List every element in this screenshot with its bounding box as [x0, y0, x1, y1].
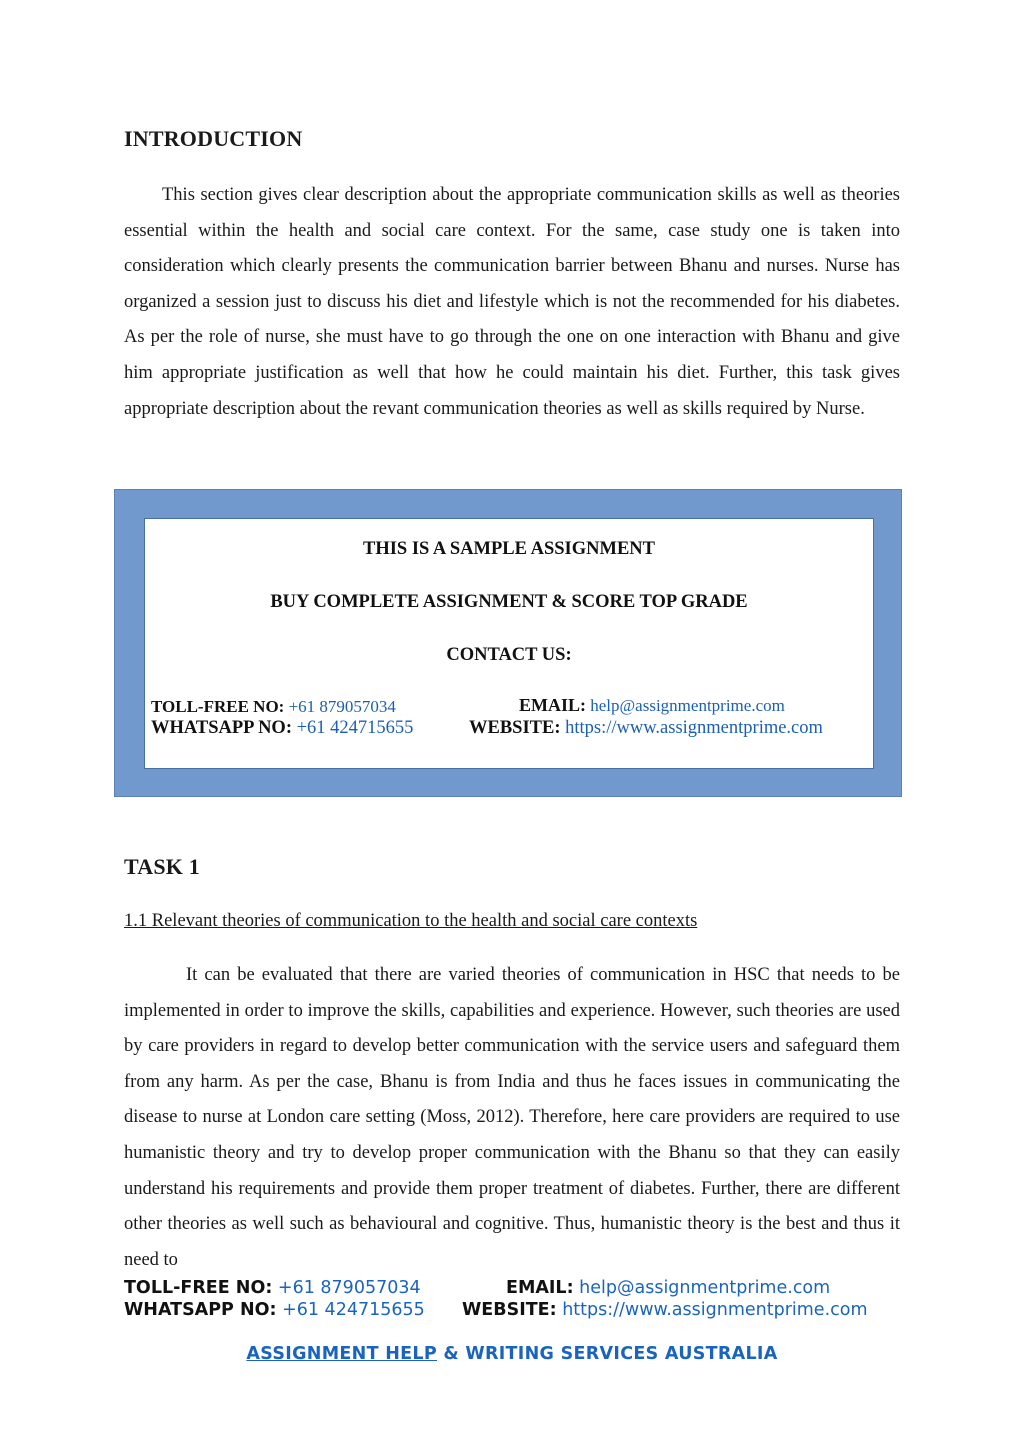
banner-website-link[interactable]: https://www.assignmentprime.com [565, 718, 823, 738]
assignment-help-link[interactable]: ASSIGNMENT HELP [246, 1344, 438, 1364]
banner-contact-heading: CONTACT US: [446, 645, 572, 665]
banner-website-label: WEBSITE: [469, 718, 561, 738]
banner-sample-notice: THIS IS A SAMPLE ASSIGNMENT [363, 539, 655, 559]
banner-tollfree [151, 697, 396, 717]
banner-buy-notice: BUY COMPLETE ASSIGNMENT & SCORE TOP GRADE [270, 592, 748, 612]
task1-text: It can be evaluated that there are varied theories of communication in HSC that needs to be implemented in order to improve the skills, capabilities and experience. However, such theories are used by care providers in regard to develop better communication with the service users and safeguard them from any harm. As per the case, Bhanu is from India and thus he faces issues in communicating the disease to nurse at London care setting (Moss, 2012). Therefore, here care providers are required to use humanistic theory and try to develop proper communication with the Bhanu so that they can easily understand his requirements and provide them proper treatment of diabetes. Further, there are different other theories as well such as behavioural and cognitive. Thus, humanistic theory is the best and thus it need to [124, 965, 900, 1270]
footer-website-link[interactable]: https://www.assignmentprime.com [562, 1300, 868, 1320]
footer-email [506, 1278, 830, 1298]
task1-heading: TASK 1 [124, 854, 200, 879]
footer-email-label: EMAIL: [506, 1278, 574, 1298]
banner-email-label: EMAIL: [519, 695, 586, 715]
footer-whatsapp-number[interactable]: +61 424715655 [282, 1300, 425, 1320]
banner-whatsapp [151, 718, 413, 739]
sample-assignment-banner [114, 489, 902, 797]
banner-whatsapp-number[interactable]: +61 424715655 [296, 718, 414, 738]
footer-tollfree-number[interactable]: +61 879057034 [277, 1278, 421, 1298]
introduction-heading: INTRODUCTION [124, 126, 303, 151]
footer-tollfree-label: TOLL-FREE NO: [124, 1278, 273, 1298]
introduction-text: This section gives clear description about the appropriate communication skills as well as theories essential within the health and social care context. For the same, case study one is taken into consideration which clearly presents the communication barrier between Bhanu and nurses. Nurse has organized a session just to discuss his diet and lifestyle which is not the recommended for his diabetes. As per the role of nurse, she must have to go through the one on one interaction with Bhanu and give him appropriate justification as well that how he could maintain his diet. Further, this task gives appropriate description about the revant communication theories as well as skills required by Nurse. [124, 185, 900, 419]
footer-tagline [0, 1344, 1024, 1364]
footer-website-label: WEBSITE: [462, 1300, 557, 1320]
footer-tollfree [124, 1278, 421, 1298]
banner-email [519, 695, 785, 716]
banner-website [469, 718, 823, 739]
footer-whatsapp-label: WHATSAPP NO: [124, 1300, 277, 1320]
footer-whatsapp [124, 1300, 425, 1320]
task1-paragraph [124, 958, 900, 1278]
banner-tollfree-label: TOLL-FREE NO: [151, 697, 285, 716]
banner-content-box [144, 518, 874, 769]
task1-subheading: 1.1 Relevant theories of communication to the health and social care contexts [124, 911, 698, 931]
banner-email-link[interactable]: help@assignmentprime.com [590, 696, 785, 715]
footer-website [462, 1300, 868, 1320]
banner-tollfree-number[interactable]: +61 879057034 [288, 697, 396, 716]
introduction-paragraph [124, 178, 900, 427]
footer-tagline-rest: & WRITING SERVICES AUSTRALIA [437, 1344, 778, 1364]
banner-whatsapp-label: WHATSAPP NO: [151, 718, 292, 738]
footer-email-link[interactable]: help@assignmentprime.com [579, 1278, 831, 1298]
